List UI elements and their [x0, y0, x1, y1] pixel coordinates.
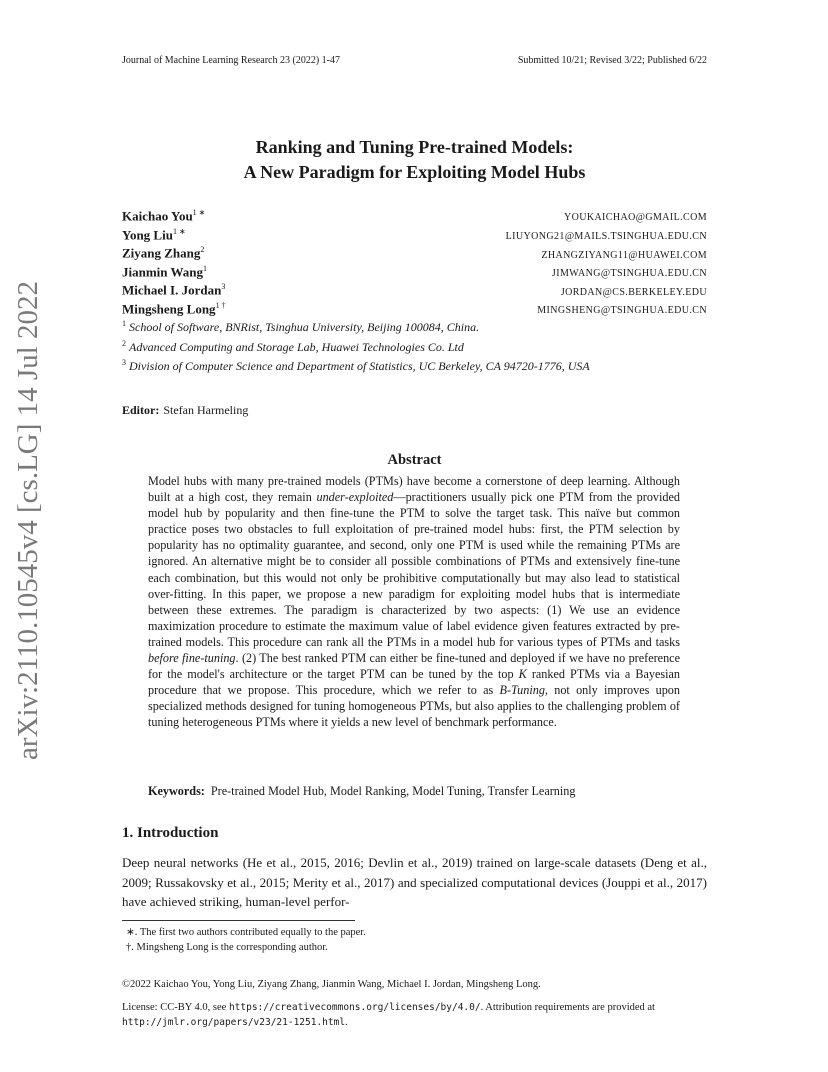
footnote: †. Mingsheng Long is the corresponding author. — [126, 942, 328, 953]
author-email: LIUYONG21@MAILS.TSINGHUA.EDU.CN — [505, 230, 707, 242]
intro-paragraph: Deep neural networks (He et al., 2015, 2016; Devlin et al., 2019) trained on large-scale datasets (Deng et al., 2009; Russakovsky et al., 2015; Merity et al., 2017) and specialized computational devices (Jouppi et al., 2017) have achieved striking, human-level perfor- — [122, 855, 707, 909]
author-list — [122, 208, 707, 320]
affiliation-text: Division of Computer Science and Department of Statistics, UC Berkeley, CA 94720-1776, USA — [129, 359, 590, 373]
affiliation — [122, 358, 722, 378]
author-email: JIMWANG@TSINGHUA.EDU.CN — [551, 268, 707, 280]
author-email: ZHANGZIYANG11@HUAWEI.COM — [541, 249, 707, 261]
section-heading: 1. Introduction — [122, 825, 219, 841]
author-name: Yong Liu — [122, 226, 173, 242]
keywords — [148, 784, 688, 799]
footnote-divider — [122, 920, 355, 921]
title-line-2: A New Paradigm for Exploiting Model Hubs — [243, 162, 586, 182]
author-email: MINGSHENG@TSINGHUA.EDU.CN — [537, 305, 707, 317]
author-email: YOUKAICHAO@GMAIL.COM — [563, 212, 707, 224]
license-note: License: CC-BY 4.0, see https://creativecommons.org/licenses/by/4.0/. Attribution requirements are provided at http://jmlr.org/papers/v23/21-1251.html. — [122, 1002, 655, 1028]
affiliation-text: School of Software, BNRist, Tsinghua University, Beijing 100084, China. — [129, 320, 480, 334]
editor-label: Editor: — [122, 403, 160, 417]
affiliation — [122, 339, 722, 359]
affiliation-number: 1 — [122, 319, 126, 328]
abstract-heading: Abstract — [387, 452, 442, 468]
affiliation-text: Advanced Computing and Storage Lab, Huawei Technologies Co. Ltd — [129, 339, 464, 354]
copyright-line: ©2022 Kaichao You, Yong Liu, Ziyang Zhang, Jianmin Wang, Michael I. Jordan, Mingsheng Long. — [122, 979, 541, 990]
paper-link[interactable]: http://jmlr.org/papers/v23/21-1251.html — [122, 1017, 346, 1028]
author-email: JORDAN@CS.BERKELEY.EDU — [560, 286, 707, 298]
footnotes — [126, 926, 366, 958]
author-name: Michael I. Jordan — [122, 282, 222, 298]
editor-line — [122, 403, 248, 418]
author-marker: 1 — [203, 263, 208, 273]
keywords-text: Pre-trained Model Hub, Model Ranking, Model Tuning, Transfer Learning — [210, 784, 576, 798]
keywords-label: Keywords: — [148, 784, 205, 798]
abstract-text: Model hubs with many pre-trained models (PTMs) have become a cornerstone of deep learning. Although built at a high cost, they remain under-exploited—practitioners usually pick one PTM from the provided model hub by popularity and then fine-tune the PTM to solve the target task. This naïve but common practice poses two obstacles to full exploitation of pre-trained model hubs: first, the PTM selection by popularity has no optimality guarantee, and second, only one PTM is used while the remaining PTMs are ignored. An alternative might be to consider all possible combinations of PTMs and extensively fine-tune each combination, but this would not only be prohibitive computationally but may also lead to statistical over-fitting. In this paper, we propose a new paradigm for exploiting model hubs that is intermediate between these extremes. The paradigm is characterized by two aspects: (1) We use an evidence maximization procedure to estimate the maximum value of label evidence given features extracted by pre-trained models. This procedure can rank all the PTMs in a model hub for various types of PTMs and tasks before fine-tuning. (2) The best ranked PTM can either be fine-tuned and deployed if we have no preference for the model's architecture or the target PTM can be tuned by the top K ranked PTMs via a Bayesian procedure that we propose. This procedure, which we refer to as B-Tuning, not only improves upon specialized methods designed for tuning homogeneous PTMs, but also applies to the challenging problem of tuning heterogeneous PTMs where it yields a new level of benchmark performance. — [148, 474, 680, 730]
author-row — [122, 208, 707, 227]
license-link[interactable]: https://creativecommons.org/licenses/by/4.0/ — [228, 1002, 481, 1013]
journal-name: Journal of Machine Learning Research 23 (2022) 1-47 — [122, 55, 340, 66]
submission-dates: Submitted 10/21; Revised 3/22; Published 6/22 — [517, 55, 707, 66]
author-row — [122, 264, 707, 283]
author-marker: 3 — [221, 282, 226, 292]
author-name: Jianmin Wang — [122, 264, 204, 280]
author-marker: 1 ∗ — [172, 226, 186, 236]
running-header — [122, 55, 707, 66]
affiliation — [122, 319, 722, 339]
author-name: Kaichao You — [122, 208, 193, 224]
author-name: Mingsheng Long — [122, 301, 216, 317]
author-marker: 1 ∗ — [192, 208, 206, 217]
author-name: Ziyang Zhang — [122, 245, 201, 261]
author-marker: 2 — [200, 245, 205, 255]
paper-title — [122, 135, 707, 185]
author-row — [122, 282, 707, 301]
editor-name: Stefan Harmeling — [163, 403, 249, 417]
affiliation-number: 2 — [122, 338, 126, 348]
arxiv-stamp: arXiv:2110.10545v4 [cs.LG] 14 Jul 2022 — [12, 281, 44, 760]
author-marker: 1 † — [215, 300, 226, 310]
author-row — [122, 227, 707, 246]
author-row — [122, 245, 707, 264]
author-row — [122, 301, 707, 320]
title-line-1: Ranking and Tuning Pre-trained Models: — [255, 137, 574, 157]
footnote: ∗. The first two authors contributed equally to the paper. — [126, 927, 366, 938]
affiliation-list — [122, 319, 722, 378]
affiliation-number: 3 — [122, 358, 126, 367]
